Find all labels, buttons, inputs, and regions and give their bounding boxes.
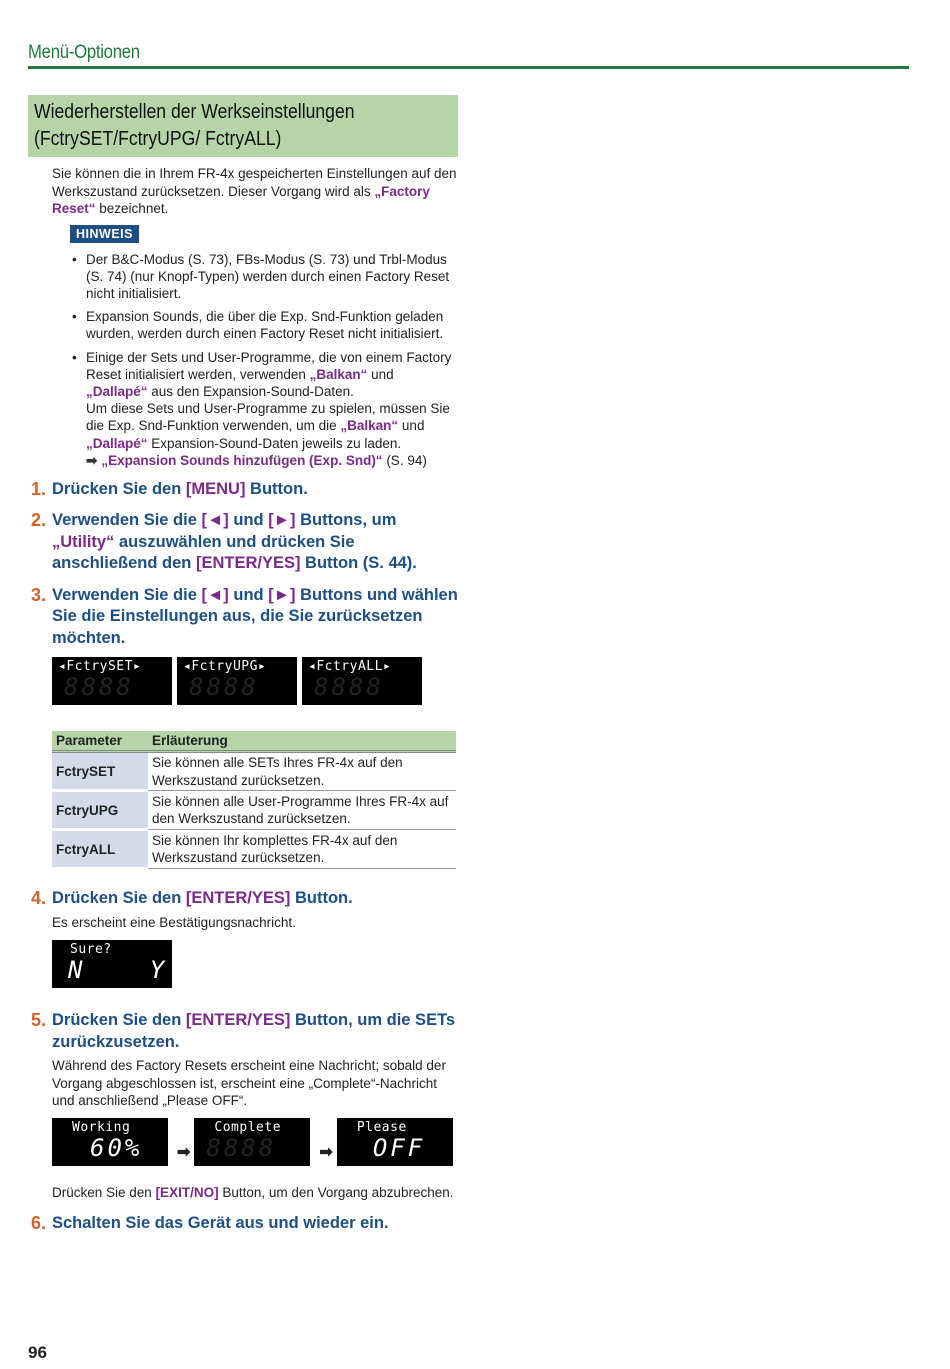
step-text: und	[228, 585, 269, 604]
cancel-text: Drücken Sie den	[52, 1184, 156, 1200]
lcd-display	[52, 940, 172, 988]
lcd-select-row	[52, 657, 458, 705]
enter-button-label: [ENTER/YES]	[185, 1011, 291, 1030]
step-number: 6.	[31, 1213, 47, 1234]
note-text: Expansion Sounds, die über die Exp. Snd-Funktion geladen wurden, werden durch einen Factory Reset nicht initialisiert.	[86, 309, 444, 342]
enter-button-label: [ENTER/YES]	[185, 889, 291, 908]
lcd-line: ◂FctrySET▸	[58, 659, 142, 675]
lcd-line: 60%	[90, 1133, 143, 1162]
right-button-label: [►]	[268, 585, 296, 604]
dallape-term: „Dallapé“	[86, 435, 148, 451]
lcd-progress-row	[52, 1118, 458, 1166]
balkan-term: „Balkan“	[309, 366, 368, 382]
step-2	[28, 510, 458, 575]
note-text: und	[367, 366, 394, 382]
lcd-display	[177, 657, 297, 705]
table-row	[52, 830, 456, 869]
reference-link[interactable]: „Expansion Sounds hinzufügen (Exp. Snd)“	[101, 452, 383, 468]
table-row	[52, 791, 456, 830]
param-cell: FctryUPG	[52, 791, 148, 830]
step-number: 5.	[31, 1010, 47, 1031]
utility-term: „Utility“	[52, 532, 115, 551]
note-item: • Der B&C-Modus (S. 73), FBs-Modus (S. 73) und Trbl-Modus (S. 74) (nur Knopf-Typen) werden durch einen Factory Reset nicht initialisiert.	[72, 251, 450, 301]
param-cell: FctryALL	[52, 830, 148, 869]
step-text: Verwenden Sie die	[52, 585, 202, 604]
lcd-blank-segments: 8888	[206, 1133, 277, 1162]
note-text: Einige der Sets und User-Programme, die von einem Factory Reset initialisiert werden, verwenden	[86, 349, 452, 382]
lcd-display	[302, 657, 422, 705]
arrow-right-icon: ➡	[86, 452, 98, 468]
step-text: Button (S. 44).	[300, 554, 417, 573]
note-item: • Einige der Sets und User-Programme, die von einem Factory Reset initialisiert werden, verwenden „Balkan“ und „Dallapé“ aus den Expansion-Sound-Daten. Um diese Sets und User-Programme zu spielen, müssen Sie die Exp. Snd-Funktion verwenden, um die „Balkan“ und „Dallapé“ Expansion-Sound-Daten jeweils zu laden. ➡ „Expansion Sounds hinzufügen (Exp. Snd)“ (S. 94)	[72, 349, 458, 469]
step-3	[28, 585, 458, 650]
step-text: Drücken Sie den	[52, 889, 186, 908]
header-rule	[28, 66, 909, 69]
section-heading	[28, 95, 458, 157]
step-number: 3.	[31, 584, 47, 605]
lcd-line: ◂FctryUPG▸	[183, 659, 267, 675]
right-button-label: [►]	[268, 511, 296, 530]
step-text: Drücken Sie den	[52, 1011, 186, 1030]
lcd-line: Working	[72, 1119, 131, 1135]
intro-paragraph	[52, 165, 458, 218]
lcd-line: ◂FctryALL▸	[308, 659, 392, 675]
lcd-line: N Y	[68, 956, 171, 985]
lcd-confirm-row	[52, 940, 458, 988]
note-text: Um diese Sets und User-Programme zu spielen, müssen Sie die Exp. Snd-Funktion verwenden, um die	[86, 401, 450, 434]
lcd-line: OFF	[372, 1133, 426, 1162]
lcd-line: Complete	[214, 1119, 282, 1135]
step-text: Button.	[290, 889, 353, 908]
step-text: Verwenden Sie die	[52, 511, 202, 530]
arrow-right-icon: ➡	[319, 1143, 333, 1161]
parameter-table	[52, 731, 456, 870]
step-number: 2.	[31, 510, 47, 531]
step-text: auszuwählen und drücken Sie anschließend den	[52, 532, 355, 573]
step-text: Drücken Sie den	[52, 479, 186, 498]
left-button-label: [◄]	[201, 511, 229, 530]
step-6	[28, 1213, 458, 1235]
lcd-line: Sure?	[70, 942, 112, 958]
step-text: Button.	[245, 479, 308, 498]
desc-cell: Sie können alle User-Programme Ihres FR-4x auf den Werkszustand zurücksetzen.	[148, 791, 456, 830]
header-title: Menü-Optionen	[28, 42, 140, 63]
column-header: Erläuterung	[148, 731, 456, 752]
step-number: 4.	[31, 888, 47, 909]
lcd-display	[52, 1118, 168, 1166]
dallape-term: „Dallapé“	[86, 383, 148, 399]
cancel-note	[52, 1184, 458, 1202]
intro-text: Sie können die in Ihrem FR-4x gespeicherten Einstellungen auf den Werkszustand zurücksetzen. Dieser Vorgang wird als	[52, 166, 457, 199]
menu-button-label: [MENU]	[185, 479, 246, 498]
lcd-line: Please	[356, 1119, 407, 1135]
enter-button-label: [ENTER/YES]	[195, 554, 301, 573]
cancel-text: Button, um den Vorgang abzubrechen.	[218, 1184, 454, 1200]
step-text: Buttons, um	[295, 511, 397, 530]
step-text: und	[228, 511, 269, 530]
exit-button-label: [EXIT/NO]	[155, 1184, 219, 1200]
note-text: und	[398, 418, 425, 434]
lcd-blank-segments: 8888	[314, 673, 384, 702]
step-5	[28, 1010, 458, 1053]
page-number: 96	[28, 1343, 47, 1362]
step-text: Schalten Sie das Gerät aus und wieder ein.	[52, 1214, 389, 1233]
section-title: Wiederherstellen der Werkseinstellungen (FctrySET/FctryUPG/ FctryALL)	[34, 101, 355, 150]
step-4-note: Es erscheint eine Bestätigungsnachricht.	[52, 914, 296, 930]
table-row	[52, 752, 456, 791]
lcd-display	[194, 1118, 310, 1166]
note-item: • Expansion Sounds, die über die Exp. Snd-Funktion geladen wurden, werden durch einen Factory Reset nicht initialisiert.	[72, 309, 444, 342]
balkan-term: „Balkan“	[340, 418, 399, 434]
param-cell: FctrySET	[52, 752, 148, 791]
cross-reference	[86, 452, 458, 469]
column-header: Parameter	[52, 731, 148, 752]
arrow-right-icon: ➡	[177, 1143, 191, 1161]
lcd-blank-segments: 8888	[189, 673, 259, 702]
reference-page: (S. 94)	[382, 452, 427, 468]
step-number: 1.	[31, 478, 47, 499]
left-button-label: [◄]	[201, 585, 229, 604]
step-1	[28, 479, 458, 501]
desc-cell: Sie können alle SETs Ihres FR-4x auf den Werkszustand zurücksetzen.	[148, 752, 456, 791]
note-list	[72, 251, 458, 469]
step-4	[28, 888, 458, 910]
step-text: Buttons und wählen Sie die Einstellungen aus, die Sie zurücksetzen möchten.	[52, 585, 458, 647]
factory-reset-term: „Factory Reset“	[52, 183, 430, 216]
note-text: Expansion-Sound-Daten jeweils zu laden.	[147, 435, 402, 451]
note-badge: HINWEIS	[70, 225, 139, 243]
intro-text-end: bezeichnet.	[95, 201, 169, 216]
step-5-note: Während des Factory Resets erscheint eine Nachricht; sobald der Vorgang abgeschlossen ist, erscheint eine „Complete“-Nachricht und anschließend „Please OFF“.	[52, 1058, 446, 1109]
main-column	[28, 95, 458, 1235]
note-text: Der B&C-Modus (S. 73), FBs-Modus (S. 73) und Trbl-Modus (S. 74) (nur Knopf-Typen) werden durch einen Factory Reset nicht initialisiert.	[86, 251, 450, 301]
note-text: aus den Expansion-Sound-Daten.	[147, 383, 354, 399]
lcd-display	[337, 1118, 453, 1166]
lcd-display	[52, 657, 172, 705]
lcd-blank-segments: 8888	[64, 673, 134, 702]
step-text: Button, um die SETs zurückzusetzen.	[52, 1011, 456, 1051]
page-header	[28, 42, 909, 64]
desc-cell: Sie können Ihr komplettes FR-4x auf den Werkszustand zurücksetzen.	[148, 830, 456, 869]
